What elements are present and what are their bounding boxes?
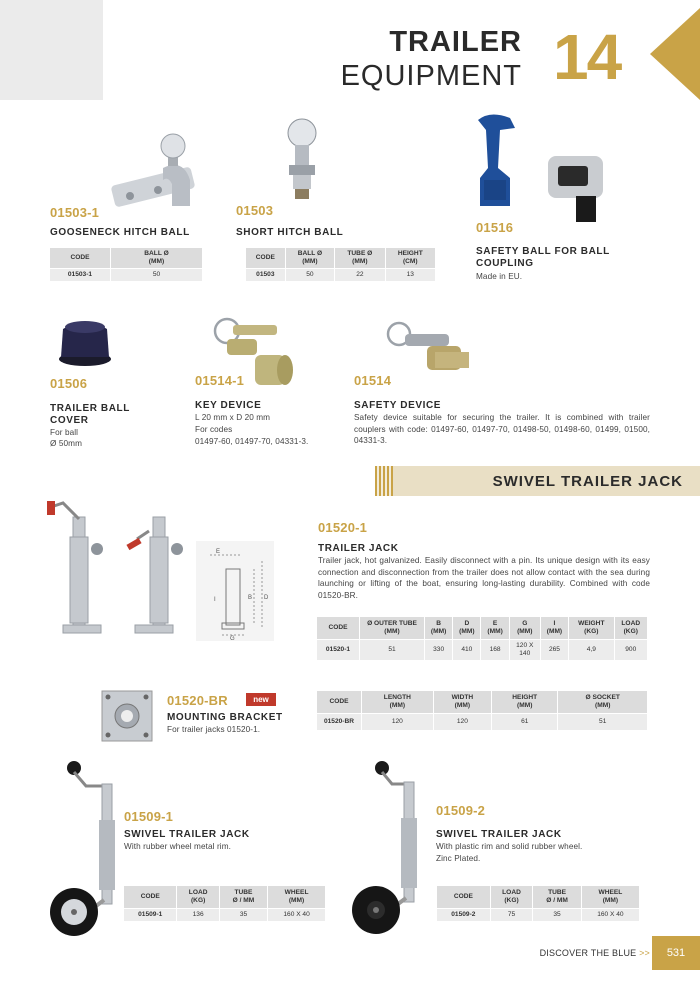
table-cell: 01520-BR <box>317 714 361 730</box>
product-description-line1: For ball <box>50 428 79 437</box>
diagram-label: G <box>230 636 235 641</box>
product-name-line2: COVER <box>50 415 89 426</box>
product-name: TRAILER JACK <box>318 543 399 554</box>
table-header: HEIGHT (CM) <box>386 248 435 268</box>
table-cell: 50 <box>111 269 202 281</box>
table-cell: 01503-1 <box>50 269 110 281</box>
table-cell: 120 <box>362 714 433 730</box>
spec-table-01503 <box>245 247 436 282</box>
trailer-jack-image <box>45 497 195 642</box>
spec-table-01520-br <box>316 690 648 731</box>
product-code: 01503 <box>236 203 274 218</box>
product-description: Made in EU. <box>476 272 523 281</box>
table-cell: 136 <box>177 909 218 921</box>
table-header: G (MM) <box>510 617 540 639</box>
table-header: CODE <box>437 886 490 908</box>
mounting-bracket-image <box>100 689 155 744</box>
safety-ball-coupling-image <box>470 108 610 228</box>
table-cell: 35 <box>533 909 581 921</box>
table-cell: 50 <box>286 269 335 281</box>
product-description-line3: 01497-60, 01497-70, 04331-3. <box>195 437 309 446</box>
page-number: 531 <box>652 936 700 970</box>
table-header: TUBE Ø (MM) <box>335 248 384 268</box>
table-cell: 61 <box>492 714 557 730</box>
product-description: For trailer jacks 01520-1. <box>167 725 261 734</box>
trailer-jack-dimension-diagram <box>196 541 274 641</box>
table-header: CODE <box>50 248 110 268</box>
diagram-label: D <box>264 595 269 601</box>
page-title-line2: EQUIPMENT <box>340 60 522 92</box>
table-header: CODE <box>317 617 359 639</box>
product-code: 01516 <box>476 220 514 235</box>
product-code: 01503-1 <box>50 205 100 220</box>
table-header: BALL Ø (MM) <box>111 248 202 268</box>
product-description-line2: Ø 50mm <box>50 439 82 448</box>
product-code: 01520-1 <box>318 520 368 535</box>
product-code: 01506 <box>50 376 88 391</box>
safety-device-image <box>383 318 478 383</box>
corner-block <box>0 0 103 100</box>
product-code: 01509-2 <box>436 803 486 818</box>
table-header: LENGTH (MM) <box>362 691 433 713</box>
table-cell: 35 <box>220 909 267 921</box>
product-description-line1: L 20 mm x D 20 mm <box>195 413 271 422</box>
table-cell: 160 X 40 <box>268 909 325 921</box>
swivel-jack-plastic-wheel-image <box>348 758 428 938</box>
table-header: I (MM) <box>541 617 568 639</box>
table-header: CODE <box>124 886 176 908</box>
table-header: HEIGHT (MM) <box>492 691 557 713</box>
page-title-line1: TRAILER <box>389 26 522 58</box>
swivel-jack-rubber-wheel-image <box>46 760 126 940</box>
table-header: TUBE Ø / MM <box>533 886 581 908</box>
table-header: Ø OUTER TUBE (MM) <box>360 617 424 639</box>
short-hitch-ball-image <box>275 113 330 213</box>
new-badge: new <box>246 693 276 706</box>
spec-table-01509-1 <box>123 885 326 922</box>
table-cell: 160 X 40 <box>582 909 639 921</box>
table-header: E (MM) <box>481 617 508 639</box>
table-header: CODE <box>246 248 285 268</box>
table-cell: 51 <box>558 714 647 730</box>
table-header: CODE <box>317 691 361 713</box>
product-code: 01520-BR <box>167 693 228 708</box>
product-description: Safety device suitable for securing the trailer. It is combined with trailer couplers with code: 01497-60, 01497-70, 01498-50, 01498-60, 01499, 01500, 04331-3. <box>354 413 650 445</box>
table-cell: 01509-2 <box>437 909 490 921</box>
table-header: B (MM) <box>425 617 452 639</box>
product-code: 01514-1 <box>195 373 245 388</box>
table-header: LOAD (KG) <box>177 886 218 908</box>
table-cell: 265 <box>541 640 568 660</box>
product-name-line1: TRAILER BALL <box>50 403 130 414</box>
footer-tagline <box>500 948 650 958</box>
table-cell: 01509-1 <box>124 909 176 921</box>
spec-table-01503-1 <box>49 247 203 282</box>
product-description-line2: Zinc Plated. <box>436 854 481 863</box>
table-header: WEIGHT (KG) <box>569 617 613 639</box>
table-header: WHEEL (MM) <box>268 886 325 908</box>
section-title: SWIVEL TRAILER JACK <box>492 473 683 490</box>
product-code: 01509-1 <box>124 809 174 824</box>
chapter-number: 14 <box>553 21 621 93</box>
product-name: SWIVEL TRAILER JACK <box>124 829 250 840</box>
diagram-label: B <box>248 595 253 601</box>
diagram-label: E <box>216 549 221 555</box>
product-name: SHORT HITCH BALL <box>236 227 344 238</box>
product-description-line1: With plastic rim and solid rubber wheel. <box>436 842 583 851</box>
product-name: SAFETY DEVICE <box>354 400 442 411</box>
table-header: LOAD (KG) <box>491 886 533 908</box>
table-cell: 120 <box>434 714 491 730</box>
table-cell: 51 <box>360 640 424 660</box>
table-header: WIDTH (MM) <box>434 691 491 713</box>
product-name: GOOSENECK HITCH BALL <box>50 227 190 238</box>
spec-table-01509-2 <box>436 885 640 922</box>
product-name: MOUNTING BRACKET <box>167 712 283 723</box>
table-cell: 13 <box>386 269 435 281</box>
table-header: TUBE Ø / MM <box>220 886 267 908</box>
table-header: LOAD (KG) <box>615 617 647 639</box>
product-name-line1: SAFETY BALL FOR BALL <box>476 246 610 257</box>
table-header: D (MM) <box>453 617 480 639</box>
table-cell: 168 <box>481 640 508 660</box>
table-header: Ø SOCKET (MM) <box>558 691 647 713</box>
table-cell: 900 <box>615 640 647 660</box>
table-header: BALL Ø (MM) <box>286 248 335 268</box>
table-cell: 01520-1 <box>317 640 359 660</box>
footer-arrows: >> <box>639 948 650 958</box>
table-cell: 4,9 <box>569 640 613 660</box>
product-code: 01514 <box>354 373 392 388</box>
spec-table-01520-1 <box>316 616 648 661</box>
product-name: KEY DEVICE <box>195 400 262 411</box>
product-description-line2: For codes <box>195 425 233 434</box>
footer-tagline-text: DISCOVER THE BLUE <box>539 948 637 958</box>
product-description: Trailer jack, hot galvanized. Easily disconnect with a pin. Its unique design with its easy connection and disconnection from the trailer does not allow contact with the sea during launching or lifting of the boat, ensuring long-lasting durability. Combined with code 01520-BR. <box>318 556 650 600</box>
table-cell: 75 <box>491 909 533 921</box>
section-header-stripes <box>375 466 393 496</box>
table-cell: 120 X 140 <box>510 640 540 660</box>
diagram-label: I <box>214 597 216 603</box>
table-cell: 330 <box>425 640 452 660</box>
table-header: WHEEL (MM) <box>582 886 639 908</box>
product-description: With rubber wheel metal rim. <box>124 842 231 851</box>
table-cell: 01503 <box>246 269 285 281</box>
product-name: SWIVEL TRAILER JACK <box>436 829 562 840</box>
chapter-tab-triangle <box>650 8 700 100</box>
table-cell: 22 <box>335 269 384 281</box>
table-cell: 410 <box>453 640 480 660</box>
trailer-ball-cover-image <box>55 313 115 368</box>
product-name-line2: COUPLING <box>476 258 534 269</box>
gooseneck-hitch-ball-image <box>108 128 208 218</box>
